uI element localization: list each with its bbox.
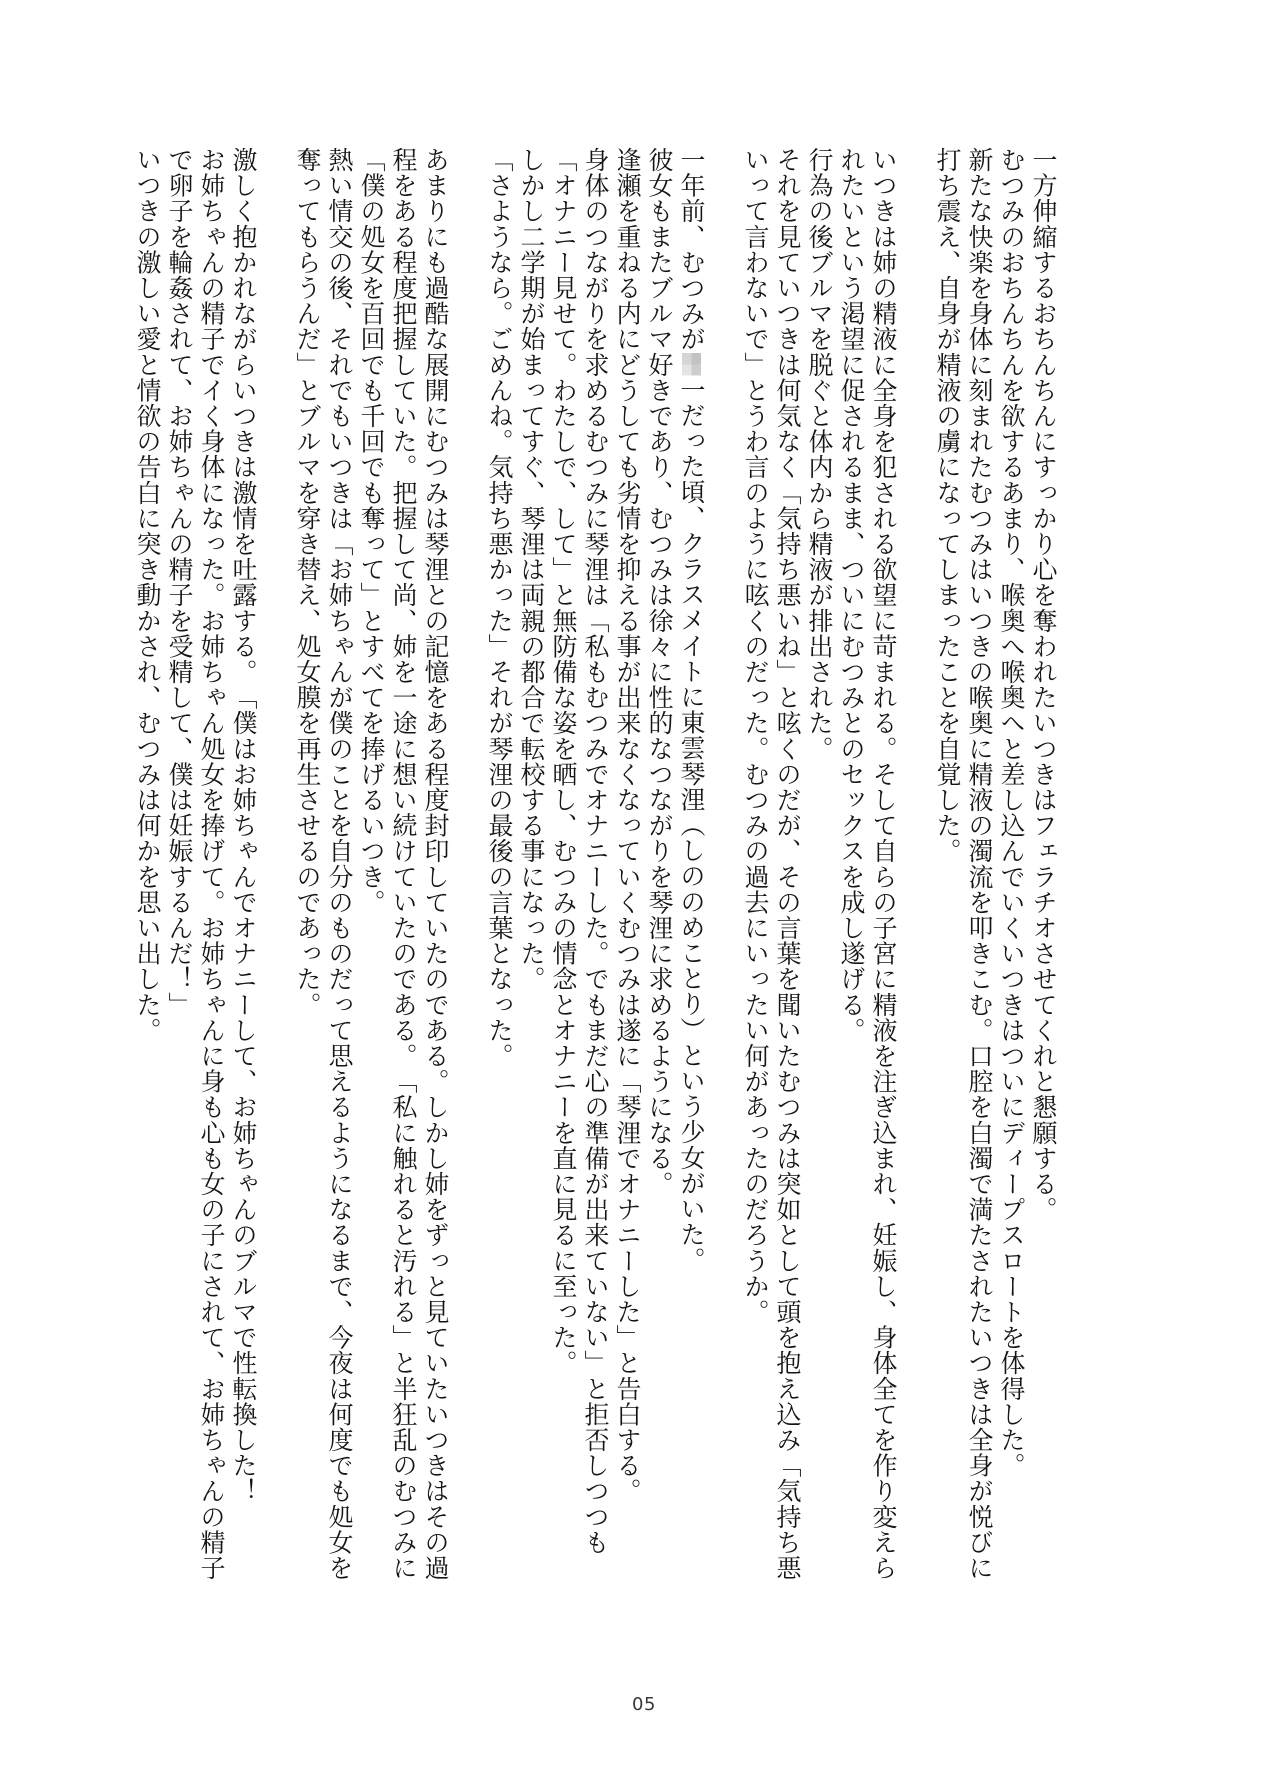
page-number: 05 bbox=[632, 1694, 656, 1715]
paragraph: いつきは姉の精液に全身を犯される欲望に苛まれる。そして自らの子宮に精液を注ぎ込まれ、妊娠し、身体全てを作り変えられたいという渇望に促されるまま、ついにむつみとのセックスを成し遂げる。 行為の後ブルマを脱ぐと体内から精液が排出された。 それを見ていつきは何気なく「気持ち悪いね」と呟くのだが、その言葉を聞いたむつみは突如として頭を抱え込み「気持ち悪いって言わないで」とうわ言のように呟くのだった。むつみの過去にいったい何があったのだろうか。 bbox=[741, 147, 898, 1581]
paragraph: あまりにも過酷な展開にむつみは琴浬との記憶をある程度封印していたのである。しかし姉をずっと見ていたいつきはその過程をある程度把握していた。把握して尚、姉を一途に想い続けていたのである。「私に触れると汚れる」と半狂乱のむつみに「僕の処女を百回でも千回でも奪って」とすべてを捧げるいつき。 熱い情交の後、それでもいつきは「お姉ちゃんが僕のことを自分のものだって思えるようになるまで、今夜は何度でも処女を奪ってもらうんだ」とブルマを穿き替え、処女膜を再生させるのであった。 bbox=[293, 147, 450, 1581]
story-text-vertical bbox=[131, 147, 1059, 1583]
censor-mosaic-block bbox=[682, 353, 701, 376]
paragraph: 一年前、むつみが一だった頃、クラスメイトに東雲琴浬（しののめことり）という少女がいた。 彼女もまたブルマ好きであり、むつみは徐々に性的なつながりを琴浬に求めるようになる。 逢瀬を重ねる内にどうしても劣情を抑える事が出来なくなっていくむつみは遂に「琴浬でオナニーした」と告白する。 身体のつながりを求めるむつみに琴浬は「私もむつみでオナニーした。でもまだ心の準備が出来ていない」と拒否しつつも「オナニー見せて。わたしで、して」と無防備な姿を晒し、むつみの情念とオナニーを直に見るに至った。 しかし二学期が始まってすぐ、琴浬は両親の都合で転校する事になった。 「さようなら。ごめんね。気持ち悪かった」それが琴浬の最後の言葉となった。 bbox=[485, 147, 706, 1555]
paragraph: 激しく抱かれながらいつきは激情を吐露する。「僕はお姉ちゃんでオナニーして、お姉ちゃんのブルマで性転換した！ お姉ちゃんの精子でイく身体になった。お姉ちゃん処女を捧げて。お姉ちゃんに身も心も女の子にされて、お姉ちゃんの精子で卵子を輪姦されて、お姉ちゃんの精子を受精して、僕は妊娠するんだ！」 いつきの激しい愛と情欲の告白に突き動かされ、むつみは何かを思い出した。 bbox=[133, 147, 258, 1581]
paragraph: 一方伸縮するおちんちんにすっかり心を奪われたいつきはフェラチオさせてくれと懇願する。 むつみのおちんちんを欲するあまり、喉奥へ喉奥へと差し込んでいくいつきはついにディープスロートを体得した。 新たな快楽を身体に刻まれたむつみはいつきの喉奥に精液の濁流を叩きこむ。口腔を白濁で満たされたいつきは全身が悦びに打ち震え、自身が精液の虜になってしまったことを自覚した。 bbox=[933, 147, 1058, 1581]
